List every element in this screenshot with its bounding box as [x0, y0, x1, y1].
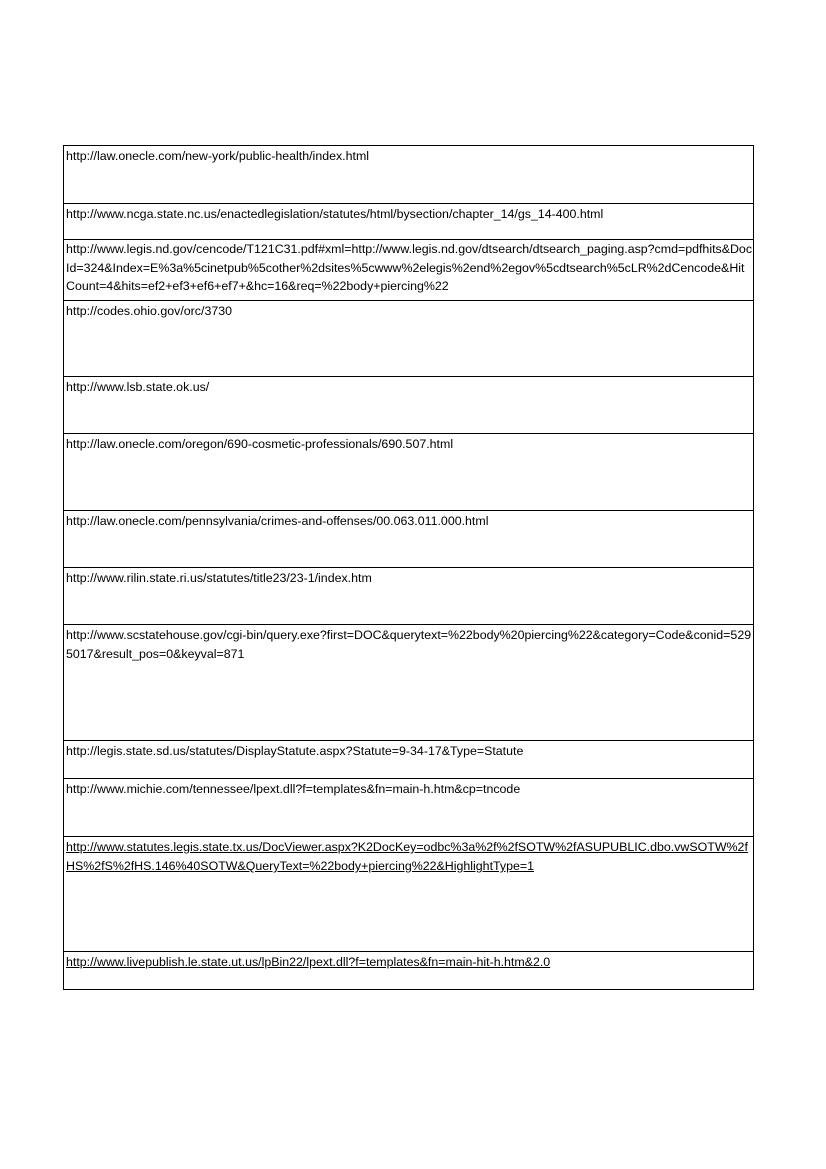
- url-cell: http://www.lsb.state.ok.us/: [64, 377, 754, 434]
- url-cell: http://www.rilin.state.ri.us/statutes/title23/23-1/index.htm: [64, 568, 754, 625]
- url-cell: http://www.legis.nd.gov/cencode/T121C31.pdf#xml=http://www.legis.nd.gov/dtsearch/dtsearch_paging.asp?cmd=pdfhits&DocId=324&Index=E%3a%5cinetpub%5cother%2dsites%5cwww%2elegis%2end%2egov%5cdtsearch%5cLR%2dCencode&HitCount=4&hits=ef2+ef3+ef6+ef7+&hc=16&req=%22body+piercing%22: [64, 240, 754, 301]
- url-cell: http://law.onecle.com/pennsylvania/crimes-and-offenses/00.063.011.000.html: [64, 511, 754, 568]
- table-row: [64, 434, 754, 511]
- table-row: [64, 240, 754, 301]
- table-row: [64, 625, 754, 741]
- url-cell: http://law.onecle.com/oregon/690-cosmetic-professionals/690.507.html: [64, 434, 754, 511]
- url-link-cell[interactable]: http://www.statutes.legis.state.tx.us/DocViewer.aspx?K2DocKey=odbc%3a%2f%2fSOTW%2fASUPUBLIC.dbo.vwSOTW%2fHS%2fS%2fHS.146%40SOTW&QueryText=%22body+piercing%22&HighlightType=1: [64, 837, 754, 952]
- table-row: [64, 511, 754, 568]
- table-row: [64, 204, 754, 240]
- table-row: [64, 301, 754, 377]
- table-row: [64, 146, 754, 204]
- url-cell: http://legis.state.sd.us/statutes/DisplayStatute.aspx?Statute=9-34-17&Type=Statute: [64, 741, 754, 779]
- url-cell: http://codes.ohio.gov/orc/3730: [64, 301, 754, 377]
- url-table: [63, 145, 754, 990]
- url-cell: http://law.onecle.com/new-york/public-health/index.html: [64, 146, 754, 204]
- table-row: [64, 952, 754, 990]
- table-row: [64, 741, 754, 779]
- table-row: [64, 568, 754, 625]
- url-cell: http://www.ncga.state.nc.us/enactedlegislation/statutes/html/bysection/chapter_14/gs_14-400.html: [64, 204, 754, 240]
- table-row: [64, 377, 754, 434]
- table-row: [64, 837, 754, 952]
- url-link-cell[interactable]: http://www.livepublish.le.state.ut.us/lpBin22/lpext.dll?f=templates&fn=main-hit-h.htm&2.0: [64, 952, 754, 990]
- url-cell: http://www.michie.com/tennessee/lpext.dll?f=templates&fn=main-h.htm&cp=tncode: [64, 779, 754, 837]
- url-cell: http://www.scstatehouse.gov/cgi-bin/query.exe?first=DOC&querytext=%22body%20piercing%22&category=Code&conid=5295017&result_pos=0&keyval=871: [64, 625, 754, 741]
- table-row: [64, 779, 754, 837]
